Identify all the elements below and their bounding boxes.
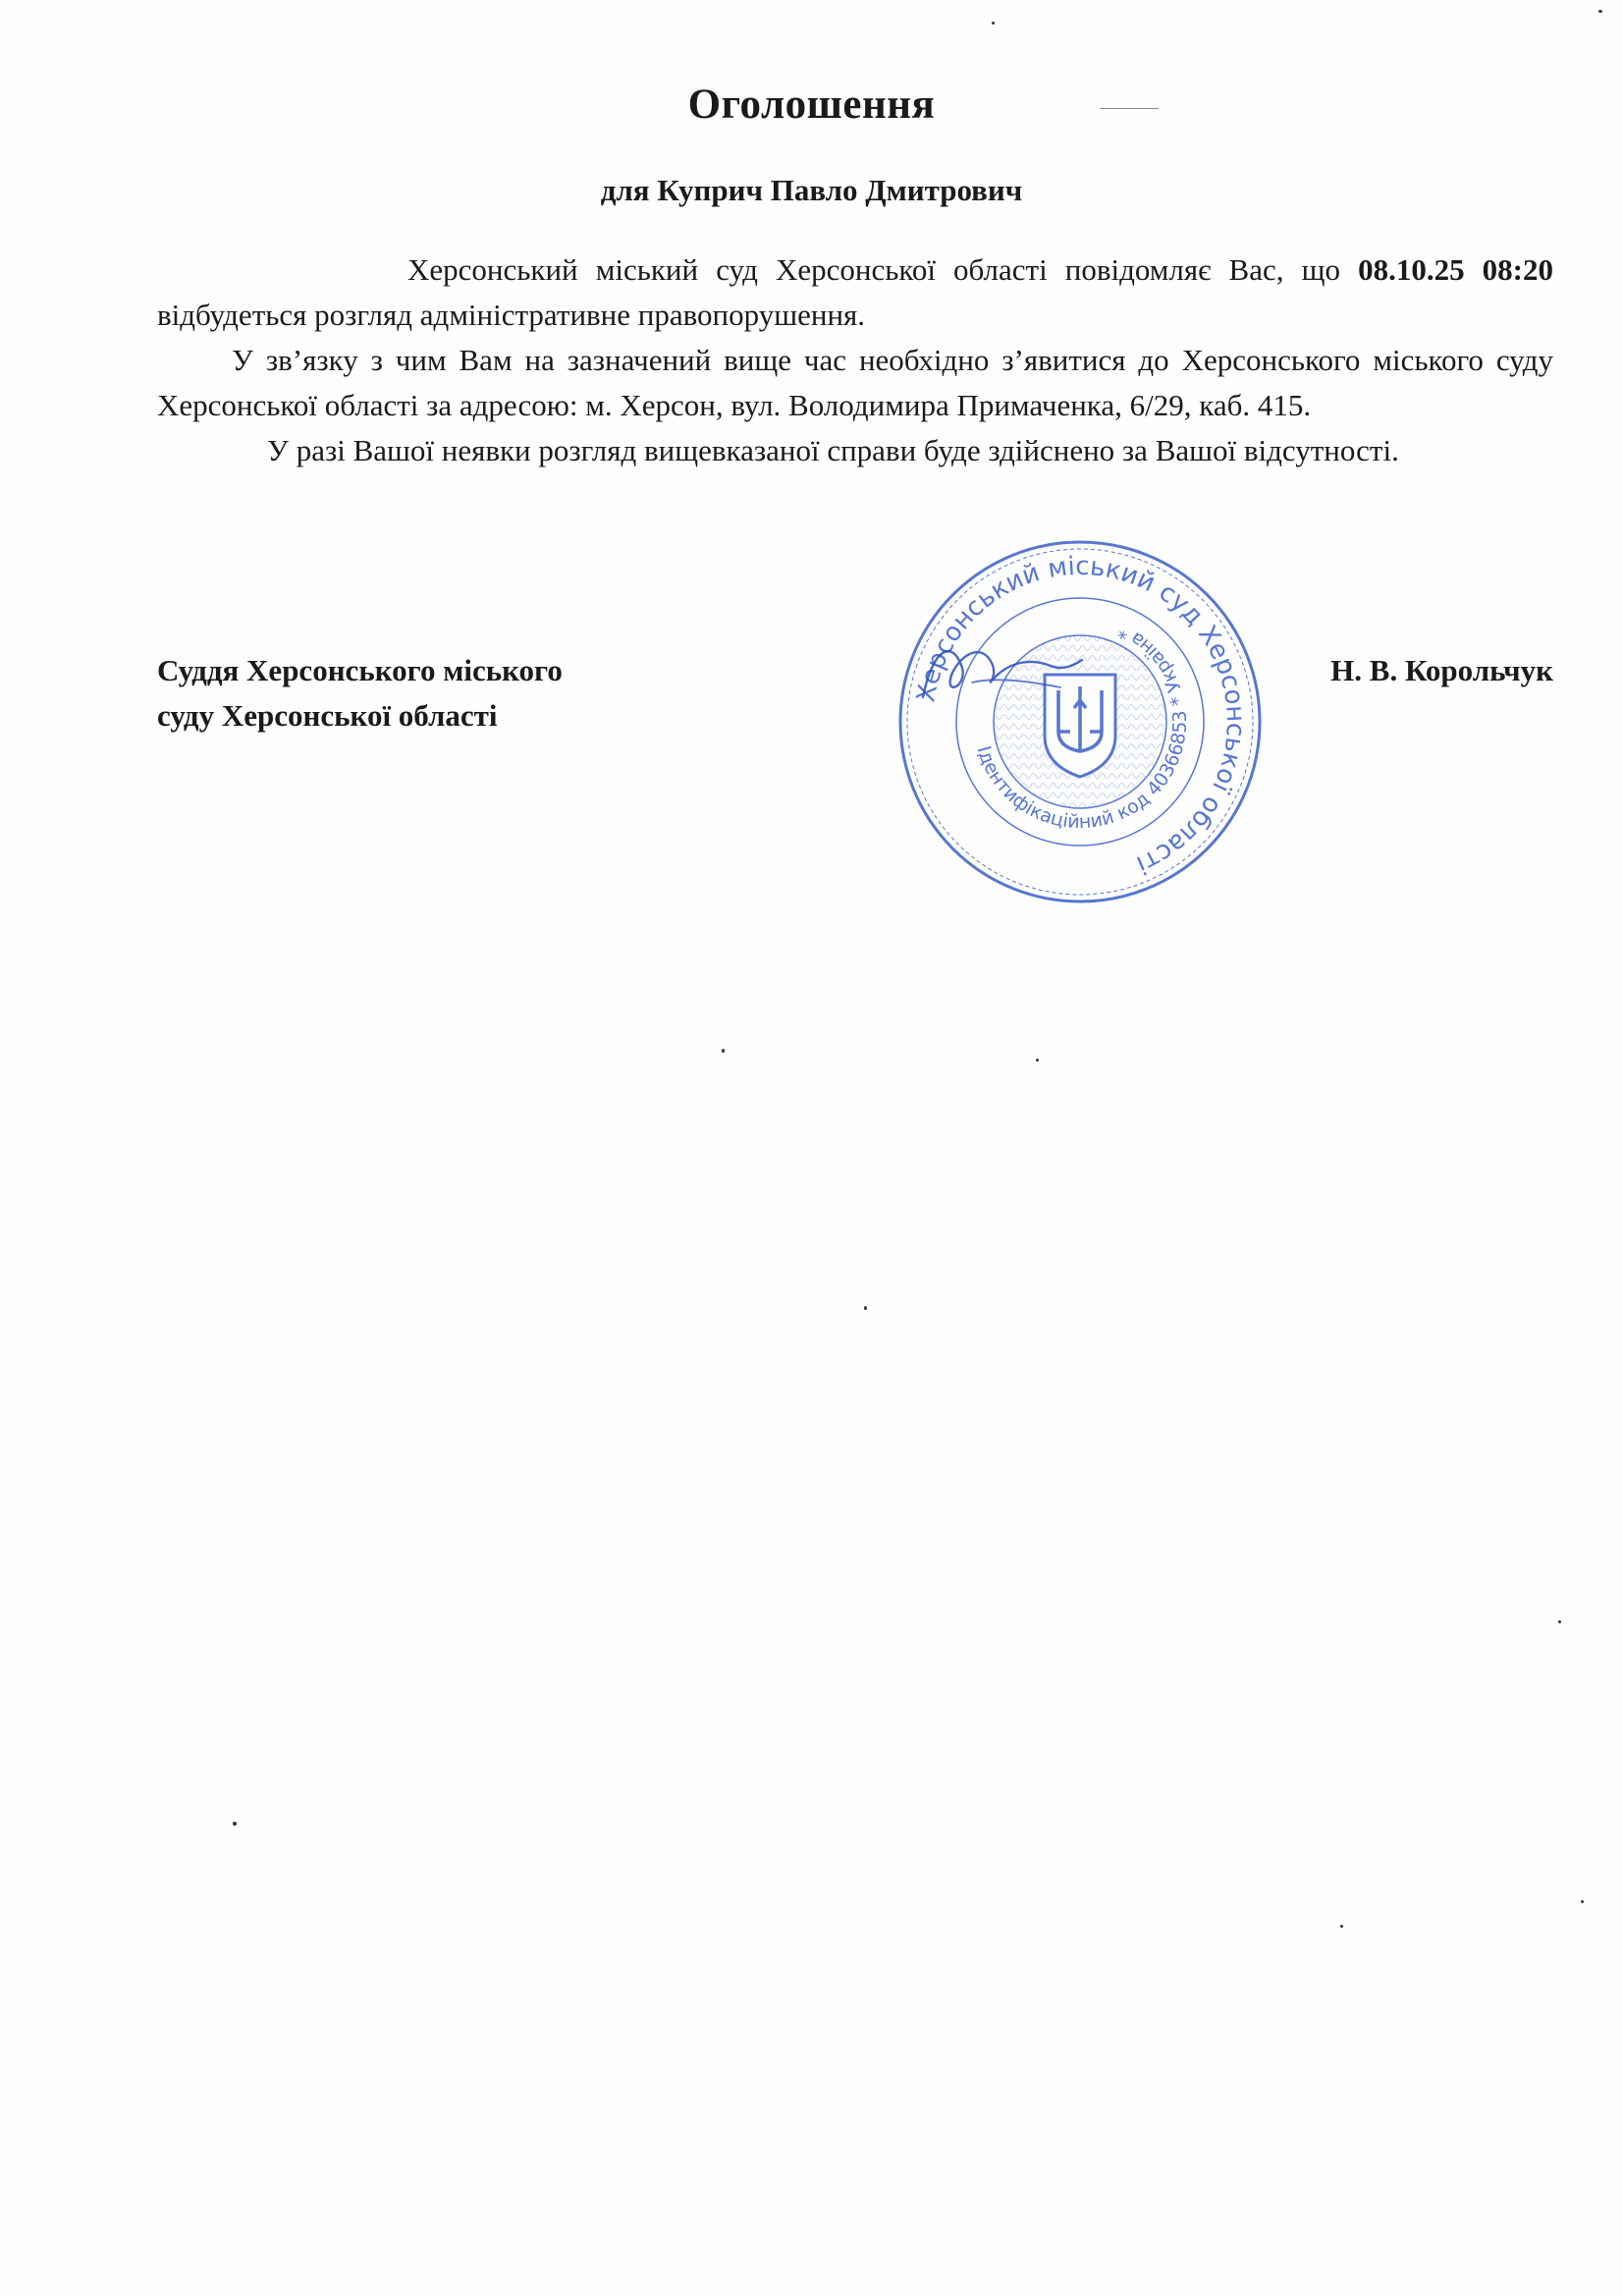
notification-suffix: відбудеться розгляд адміністративне правопорушення.: [157, 298, 866, 332]
addressee-line: для Куприч Павло Дмитрович: [600, 173, 1023, 207]
paragraph-notification: [157, 247, 1553, 338]
signer-title-line2: суду Херсонської області: [157, 698, 498, 733]
document-title: Оголошення: [687, 82, 936, 128]
seal-inner-text: Ідентифікаційний код 40366853 * Україна *: [972, 620, 1192, 834]
scan-speck: [233, 1822, 237, 1826]
paragraph-absence: У разі Вашої неявки розгляд вищевказаної справи буде здійснено за Вашої відсутності.: [267, 433, 1399, 467]
scan-speck: [992, 22, 995, 25]
court-seal-icon: [893, 535, 1267, 908]
signer-name: Н. В. Корольчук: [1330, 653, 1553, 687]
scan-speck: [1036, 1059, 1039, 1062]
scan-speck: [1558, 1620, 1561, 1623]
scan-speck: [1340, 1925, 1343, 1928]
scan-speck: [722, 1049, 725, 1053]
signer-title-line1: Суддя Херсонського міського: [157, 653, 563, 687]
notice-body: [157, 247, 1553, 473]
scan-speck: [1100, 108, 1159, 109]
scan-speck: [1581, 1900, 1584, 1903]
notification-prefix: Херсонський міський суд Херсонської області повідомляє Вас, що: [407, 252, 1359, 287]
scan-speck: [1598, 10, 1602, 13]
signer-title: [157, 648, 746, 738]
hearing-datetime: 08.10.25 08:20: [1358, 252, 1553, 287]
seal-outer-text: Херсонський міський суд Херсонської області: [911, 551, 1251, 880]
scan-speck: [864, 1306, 867, 1310]
paragraph-appearance: У зв’язку з чим Вам на зазначений вище час необхідно з’явитися до Херсонського міського суду Херсонської області за адресою: м. Херсон, вул. Володимира Примаченка, 6/29, каб. 415.: [157, 343, 1553, 422]
signature-icon: [913, 629, 1090, 717]
